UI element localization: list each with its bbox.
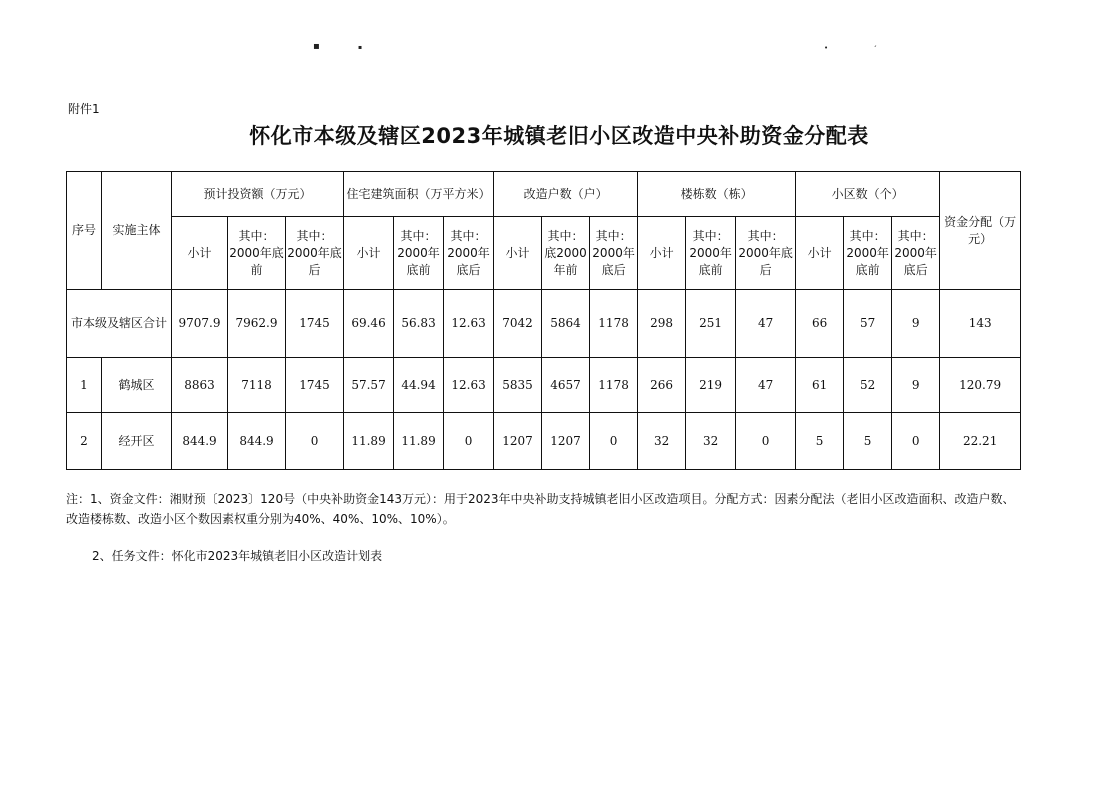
header-buildings: 楼栋数（栋） <box>638 172 796 217</box>
row-entity: 市本级及辖区合计 <box>67 290 172 358</box>
subheader-cell: 其中：2000年底后 <box>444 217 494 290</box>
table-header-row <box>67 172 1021 217</box>
subheader-cell: 其中：2000年底后 <box>286 217 344 290</box>
table-cell: 1207 <box>494 413 542 470</box>
subheader-cell: 其中：2000年底前 <box>686 217 736 290</box>
note-funding-document: 注：1、资金文件：湘财预〔2023〕120号（中央补助资金143万元）：用于2023年中央补助支持城镇老旧小区改造项目。分配方式：因素分配法（老旧小区改造面积、改造户数、改造楼栋数、改造小区个数因素权重分别为40%、40%、10%、10%）。 <box>66 492 1015 526</box>
table-cell: 9 <box>892 358 940 413</box>
table-cell: 9707.9 <box>172 290 228 358</box>
table-cell: 266 <box>638 358 686 413</box>
header-investment: 预计投资额（万元） <box>172 172 344 217</box>
subheader-cell: 其中：底2000年前 <box>542 217 590 290</box>
table-cell: 298 <box>638 290 686 358</box>
table-cell: 7042 <box>494 290 542 358</box>
table-cell: 1745 <box>286 290 344 358</box>
table-cell: 7962.9 <box>228 290 286 358</box>
table-cell: 1178 <box>590 290 638 358</box>
table-cell: 844.9 <box>228 413 286 470</box>
row-seq: 1 <box>67 358 102 413</box>
table-cell: 56.83 <box>394 290 444 358</box>
attachment-label: 附件1 <box>68 102 100 116</box>
table-row-total <box>67 290 1021 358</box>
allocation-cell: 143 <box>940 290 1021 358</box>
subheader-cell: 小计 <box>796 217 844 290</box>
table-cell: 8863 <box>172 358 228 413</box>
row-seq: 2 <box>67 413 102 470</box>
subheader-cell: 其中：2000年底后 <box>590 217 638 290</box>
table-cell: 219 <box>686 358 736 413</box>
subheader-cell: 其中：2000年底前 <box>394 217 444 290</box>
table-cell: 5 <box>796 413 844 470</box>
subheader-cell: 其中：2000年底前 <box>228 217 286 290</box>
scan-speck: • <box>824 44 829 52</box>
table-cell: 12.63 <box>444 290 494 358</box>
table-cell: 11.89 <box>344 413 394 470</box>
table-cell: 5864 <box>542 290 590 358</box>
table-cell: 61 <box>796 358 844 413</box>
table-cell: 57 <box>844 290 892 358</box>
table-cell: 5835 <box>494 358 542 413</box>
header-floor-area: 住宅建筑面积（万平方米） <box>344 172 494 217</box>
table-cell: 11.89 <box>394 413 444 470</box>
allocation-cell: 120.79 <box>940 358 1021 413</box>
table-cell: 32 <box>686 413 736 470</box>
subheader-cell: 其中：2000年底后 <box>892 217 940 290</box>
table-cell: 32 <box>638 413 686 470</box>
subheader-cell: 小计 <box>494 217 542 290</box>
table-cell: 66 <box>796 290 844 358</box>
table-cell: 1178 <box>590 358 638 413</box>
table-cell: 0 <box>892 413 940 470</box>
table-cell: 57.57 <box>344 358 394 413</box>
subheader-cell: 其中：2000年底后 <box>736 217 796 290</box>
header-allocation: 资金分配（万元） <box>940 172 1021 290</box>
header-communities: 小区数（个） <box>796 172 940 217</box>
header-households: 改造户数（户） <box>494 172 638 217</box>
subheader-cell: 小计 <box>172 217 228 290</box>
note-task-document: 2、任务文件：怀化市2023年城镇老旧小区改造计划表 <box>92 549 383 563</box>
allocation-table <box>66 171 1021 470</box>
table-cell: 1207 <box>542 413 590 470</box>
allocation-cell: 22.21 <box>940 413 1021 470</box>
row-entity: 经开区 <box>102 413 172 470</box>
subheader-cell: 小计 <box>638 217 686 290</box>
subheader-cell: 其中：2000年底前 <box>844 217 892 290</box>
table-cell: 1745 <box>286 358 344 413</box>
table-cell: 4657 <box>542 358 590 413</box>
table-cell: 12.63 <box>444 358 494 413</box>
scan-speck: ▪ <box>313 41 320 52</box>
table-row <box>67 413 1021 470</box>
scan-speck: ▪ <box>358 44 363 51</box>
row-entity: 鹤城区 <box>102 358 172 413</box>
table-cell: 47 <box>736 358 796 413</box>
table-cell: 44.94 <box>394 358 444 413</box>
table-subheader-row <box>67 217 1021 290</box>
scan-speck: ˊ <box>873 45 877 54</box>
table-cell: 52 <box>844 358 892 413</box>
table-cell: 69.46 <box>344 290 394 358</box>
table-cell: 844.9 <box>172 413 228 470</box>
table-cell: 0 <box>590 413 638 470</box>
header-entity: 实施主体 <box>102 172 172 290</box>
table-cell: 5 <box>844 413 892 470</box>
table-row <box>67 358 1021 413</box>
subheader-cell: 小计 <box>344 217 394 290</box>
header-seq: 序号 <box>67 172 102 290</box>
page-title: 怀化市本级及辖区2023年城镇老旧小区改造中央补助资金分配表 <box>249 124 869 148</box>
table-cell: 0 <box>444 413 494 470</box>
table-cell: 251 <box>686 290 736 358</box>
table-cell: 47 <box>736 290 796 358</box>
table-cell: 0 <box>736 413 796 470</box>
table-cell: 7118 <box>228 358 286 413</box>
table-cell: 0 <box>286 413 344 470</box>
table-cell: 9 <box>892 290 940 358</box>
